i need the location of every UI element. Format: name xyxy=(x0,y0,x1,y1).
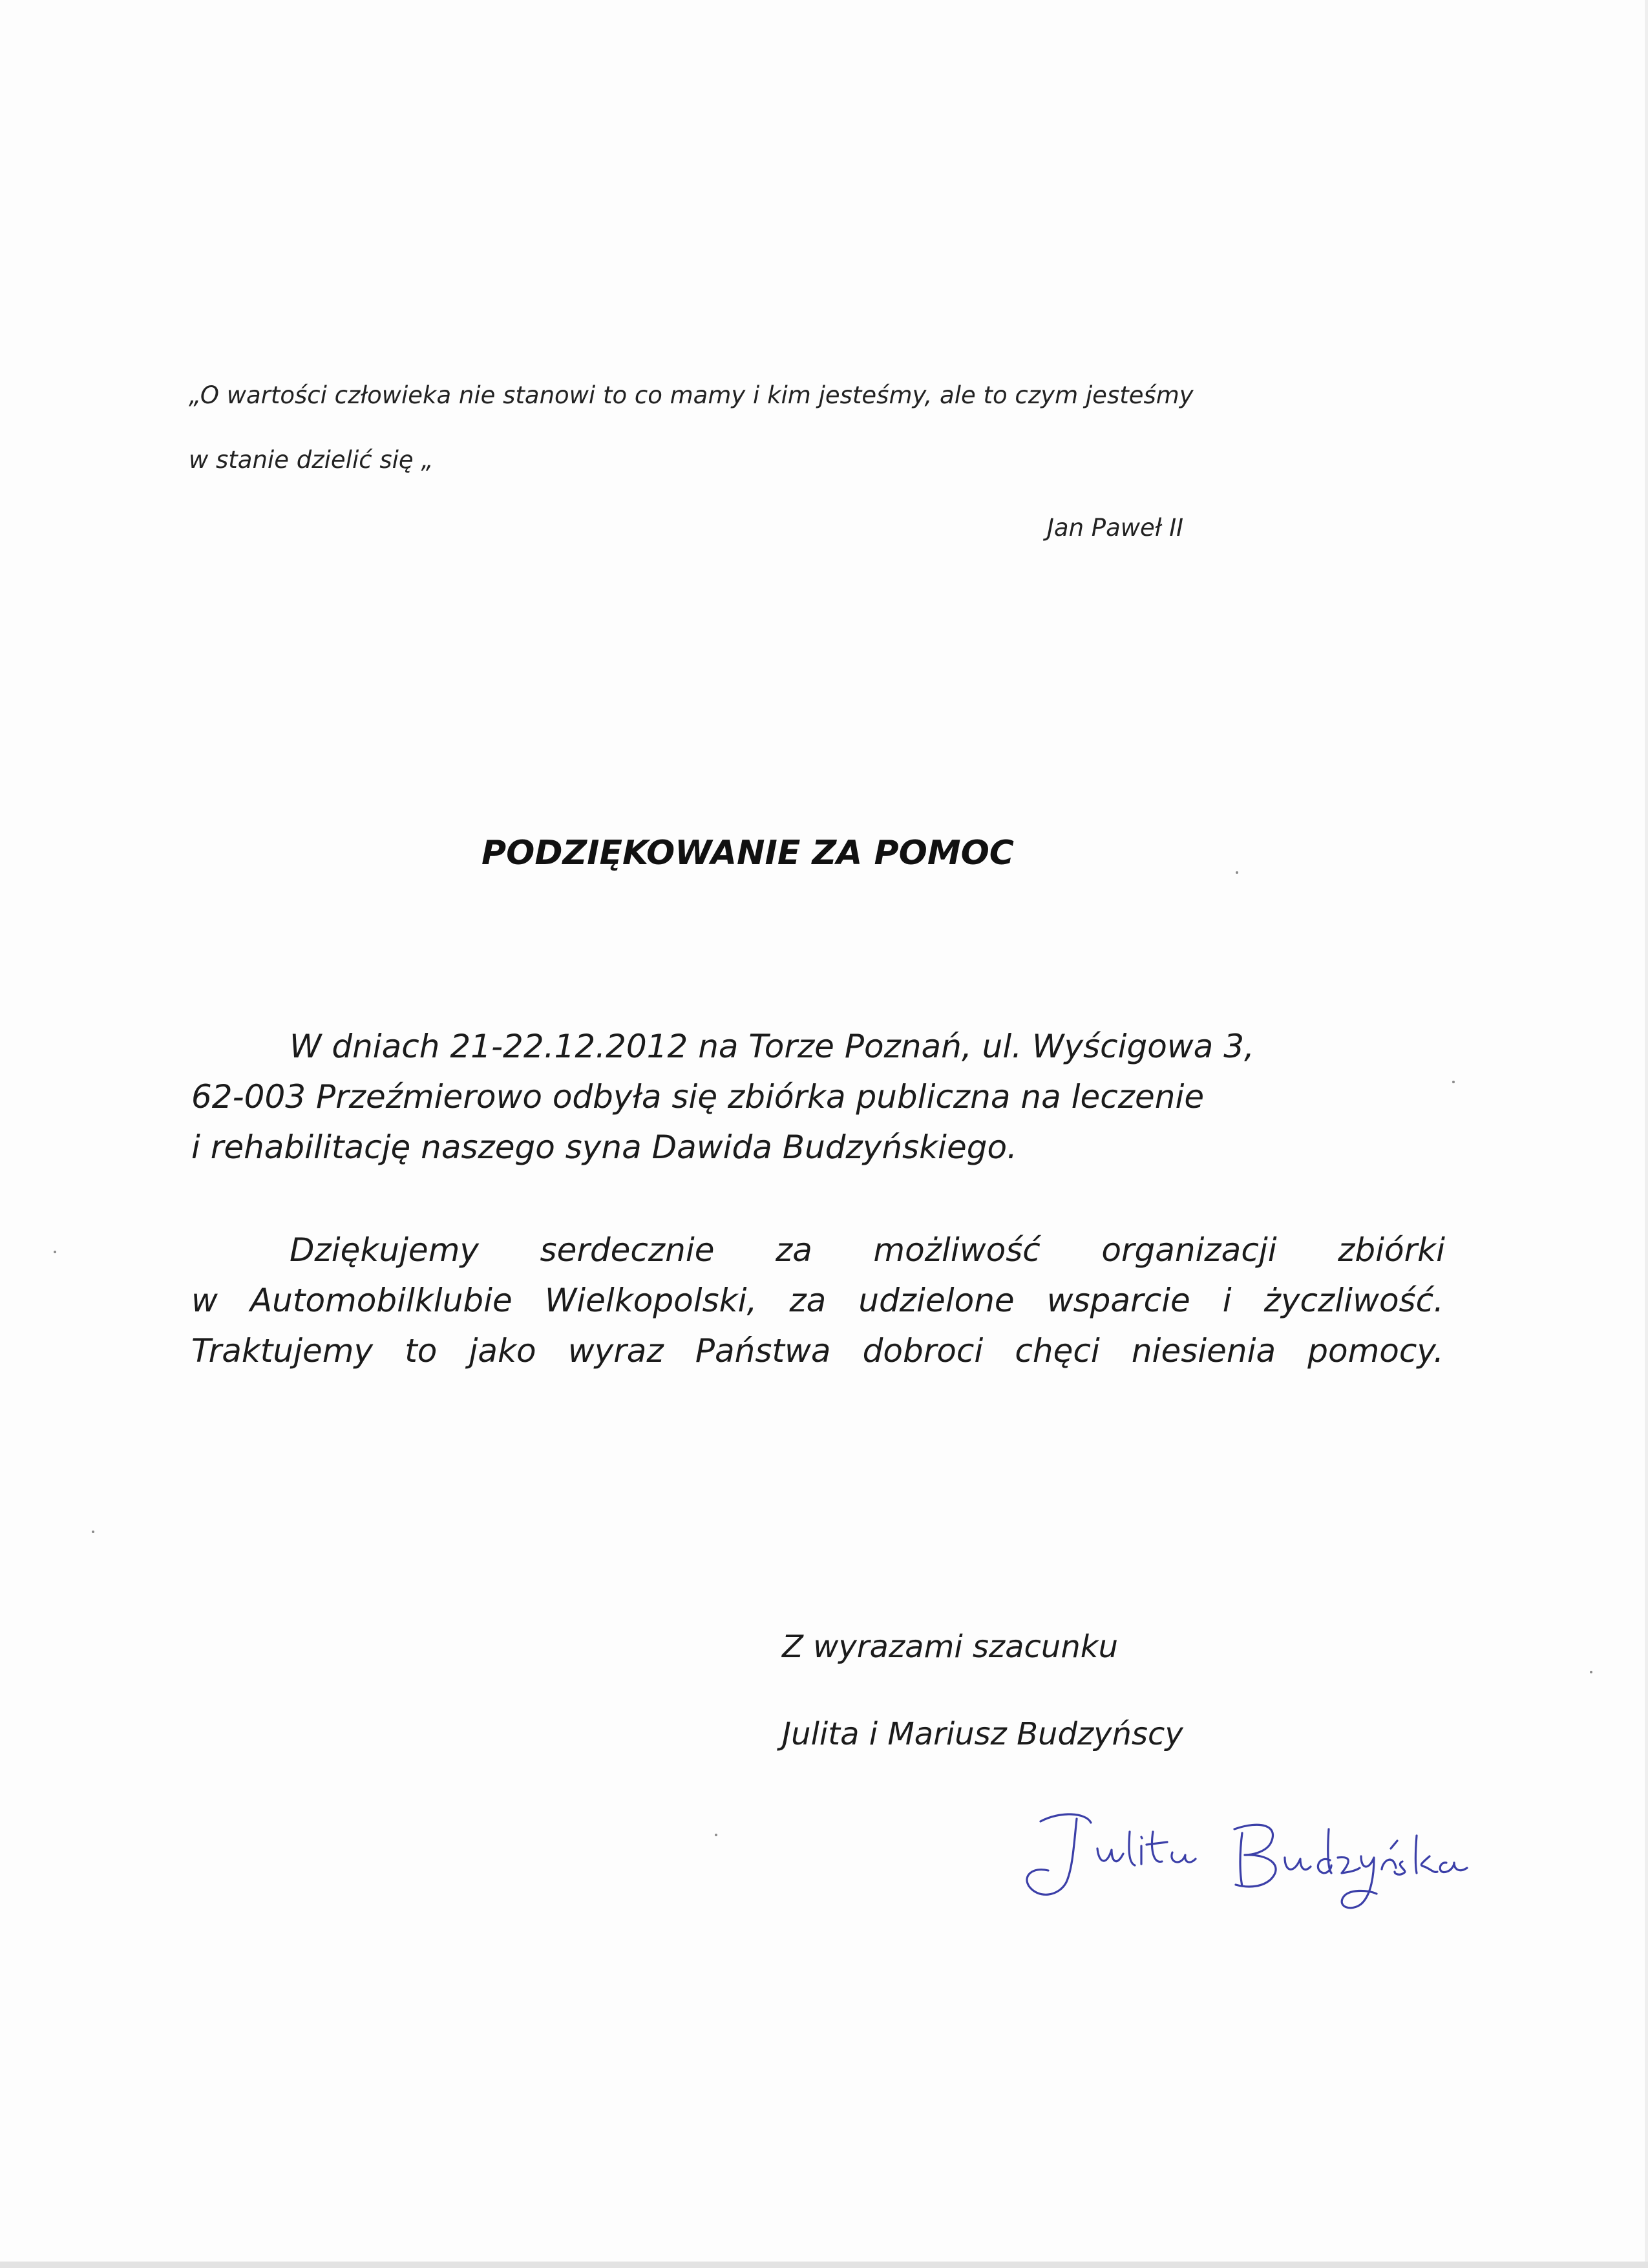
scan-edge-bottom xyxy=(0,2262,1648,2268)
quote-line-2: w stanie dzielić się „ xyxy=(189,446,434,474)
paragraph-1-line-3: i rehabilitację naszego syna Dawida Budzyńskiego. xyxy=(191,1129,1017,1166)
paragraph-2-line-2: w Automobilklubie Wielkopolski, za udzielone wsparcie i życzliwość. xyxy=(191,1282,1444,1319)
paragraph-1-line-1: W dniach 21-22.12.2012 na Torze Poznań, ul. Wyścigowa 3, xyxy=(290,1028,1254,1065)
scan-speck xyxy=(1452,1081,1455,1083)
scan-speck xyxy=(54,1251,56,1253)
scan-speck xyxy=(1590,1671,1592,1673)
letter-title: PODZIĘKOWANIE ZA POMOC xyxy=(481,834,1014,873)
paragraph-2-line-3: Traktujemy to jako wyraz Państwa dobroci chęci niesienia pomocy. xyxy=(191,1332,1444,1370)
quote-line-1: „O wartości człowieka nie stanowi to co mamy i kim jesteśmy, ale to czym jesteśmy xyxy=(189,381,1194,409)
scan-speck xyxy=(92,1531,94,1533)
scan-speck xyxy=(715,1834,717,1836)
closing-names: Julita i Mariusz Budzyńscy xyxy=(782,1716,1183,1752)
closing-salutation: Z wyrazami szacunku xyxy=(782,1629,1118,1665)
scan-edge-right xyxy=(1645,0,1648,2268)
handwritten-signature xyxy=(1015,1803,1480,1913)
paragraph-2-line-1: Dziękujemy serdecznie za możliwość organizacji zbiórki xyxy=(290,1231,1445,1269)
scan-speck xyxy=(1236,871,1238,874)
paragraph-1-line-2: 62-003 Przeźmierowo odbyła się zbiórka publiczna na leczenie xyxy=(191,1078,1205,1116)
quote-author: Jan Paweł II xyxy=(1047,514,1184,542)
